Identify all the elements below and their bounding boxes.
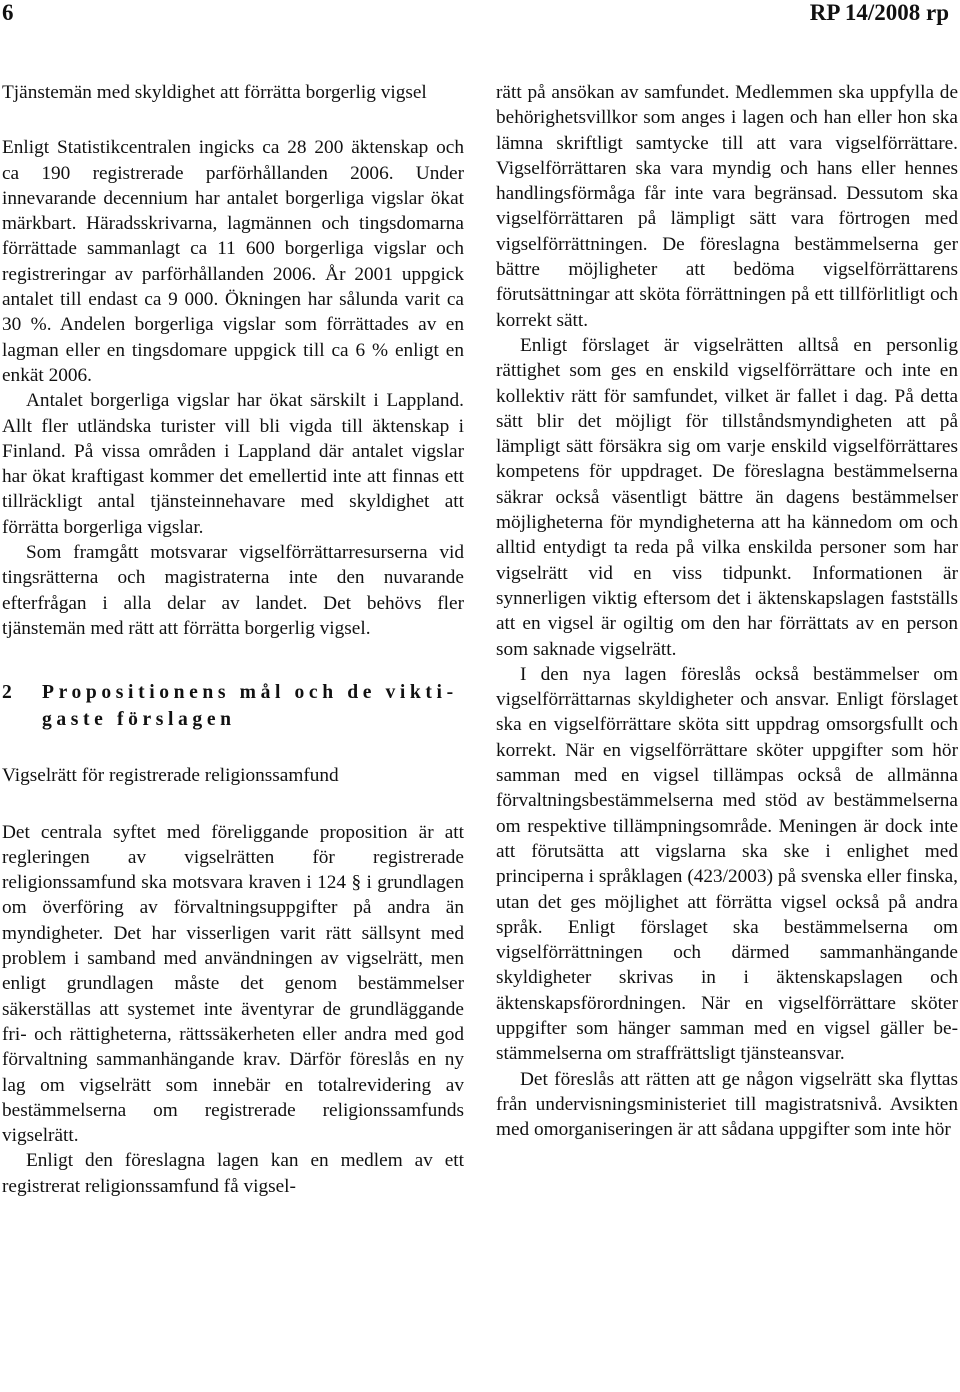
section-title: Propositionens mål och de viktigaste förslagen: [42, 682, 454, 731]
paragraph-proposed-law: Enligt den föreslagna lagen kan en medlem av ett registrerat religionssamfund få vigsel-: [2, 1150, 464, 1197]
section-number: 2: [2, 682, 12, 704]
document-id: RP 14/2008 rp: [809, 0, 949, 25]
paragraph-resources: Som framgått motsvarar vigselförrättarresurserna vid tingsrätterna och magistraterna inte den nuvarande efterfrågan i alla delar av landet. Det behövs fler tjänstemän med rätt att förrätta borgerlig vigsel.: [2, 542, 464, 639]
section-heading: [2, 679, 464, 733]
paragraph-obligations: I den nya lagen föreslås också bestämmelser om vigselförrättarnas skyldigheter och ansvar. Enligt förslaget ska en vigselförrättare sköta sitt uppdrag omsorgsfullt och korrekt. När en vigselförrättare sköter uppgifter som hör samman med en vigsel tillämpas också de allmänna förvaltningsbestämmelserna med stöd av bestämmelserna om respektive tillämpningsområde. Meningen är dock inte att förutsätta att vigslarna ska ske i enlighet med principerna i språklagen (423/2003) på svenska eller finska, utan det ges möjlighet att förrätta vigsel också på andra språk. Enligt förslaget ska bestämmelserna om vigselförrättningen och därmed sammanhängande skyldigheter skrivas in i äktenskapslagen och äktenskapsförordningen. När en vigselförrättare sköter uppgifter som hänger samman med en vigsel gäller bestämmelserna om straffrättsligt tjänsteansvar.: [496, 663, 958, 1065]
subsection-heading-officials: Tjänstemän med skyldighet att förrätta borgerlig vigsel: [2, 82, 427, 103]
paragraph-statistics: Enligt Statistikcentralen ingicks ca 28 200 äktenskap och ca 190 registrerade parförhållanden 2006. Under innevarande decennium har antalet borgerliga vigslar ökat märkbart. Häradsskrivarna, lagmännen och tingsdomarna förrättade sammanlagt ca 11 600 borgerliga vigslar och registreringar av parförhållanden 2006. År 2001 uppgick antalet till endast ca 9 000. Ökningen har sålunda varit ca 30 %. Andelen borgerliga vigslar som förrättades av en lagman eller en tingsdomare uppgick till ca 6 % enligt en enkät 2006.: [2, 137, 464, 386]
subheading-marriage-rights: Vigselrätt för registrerade religionssamfund: [2, 765, 339, 787]
page-number: 6: [2, 0, 14, 25]
paragraph-purpose: Det centrala syftet med föreliggande proposition är att regleringen av vigselrätten för registrerade religionssamfund ska motsvara kraven i 124 § i grundlagen om överföring av förvaltningsuppgifter på andra än myndigheter. Det har visserligen varit rätt sällsynt med problem i samband med användningen av vigselrätt, men enligt grundlagen måste det genom bestämmelser säkerställas att systemet inte äventyrar de grundläggande fri- och rättigheterna, rättssäkerheten eller andra med god förvaltning sammanhängande krav. Därför föreslås en ny lag om vigselrätt som innebär en totalrevidering av bestämmelserna om registrerade religionssamfunds vigselrätt.: [2, 821, 464, 1147]
paragraph-application: rätt på ansökan av samfundet. Medlemmen ska uppfylla de behörighetsvillkor som anges i lagen och han eller hon ska lämna skriftligt samtycke till att vara vigselförrättare. Vigselförrättaren ska vara myndig och hans eller hennes handlingsförmåga får inte vara begränsad. Dessutom ska vigselförrättaren på lämpligt sätt vara förtrogen med vigselförrättningen. De föreslagna bestämmelserna ger bättre möjligheter att bedöma vigselförrättarens förutsättningar att sköta förrättningen på ett tillförlitligt och korrekt sätt.: [496, 82, 958, 331]
paragraph-magistrate: Det föreslås att rätten att ge någon vigselrätt ska flyttas från undervisningsministeriet till magistratsnivå. Avsikten med omorganiseringen är att sådana uppgifter som inte hör: [496, 1068, 958, 1141]
left-column: [2, 80, 464, 1388]
right-column: [496, 80, 958, 1388]
paragraph-personal-right: Enligt förslaget är vigselrätten alltså en personlig rättighet som ges en enskild vigselförrättare och inte en kollektiv rätt för samfundet, vilket är fallet i dag. På detta sätt blir det möjligt för tillståndsmyndigheten att på lämpligt sätt försäkra sig om varje enskild vigselförrättares kompetens för uppdraget. De föreslagna bestämmelserna säkrar också väsentligt bättre än dagens bestämmelser möjligheterna för myndigheterna att ha kännedom om och alltid entydigt ta reda på vilka enskilda personer som har vigselrätt vid en viss tidpunkt. Informationen är synnerligen viktig eftersom det i äktenskapslagen fastställs att en vigsel är ogiltig om den har förrättats av en person som saknade vigselrätt.: [496, 334, 958, 660]
page-header: [0, 0, 960, 30]
paragraph-lappland: Antalet borgerliga vigslar har ökat särskilt i Lappland. Allt fler utländska turister vill bli vigda till äktenskap i Finland. På vissa områden i Lappland där antalet vigslar har ökat kraftigast kommer det emellertid inte att finnas ett tillräckligt antal tjänsteinnehavare med skyldighet att förrätta borgerliga vigslar.: [2, 390, 464, 538]
